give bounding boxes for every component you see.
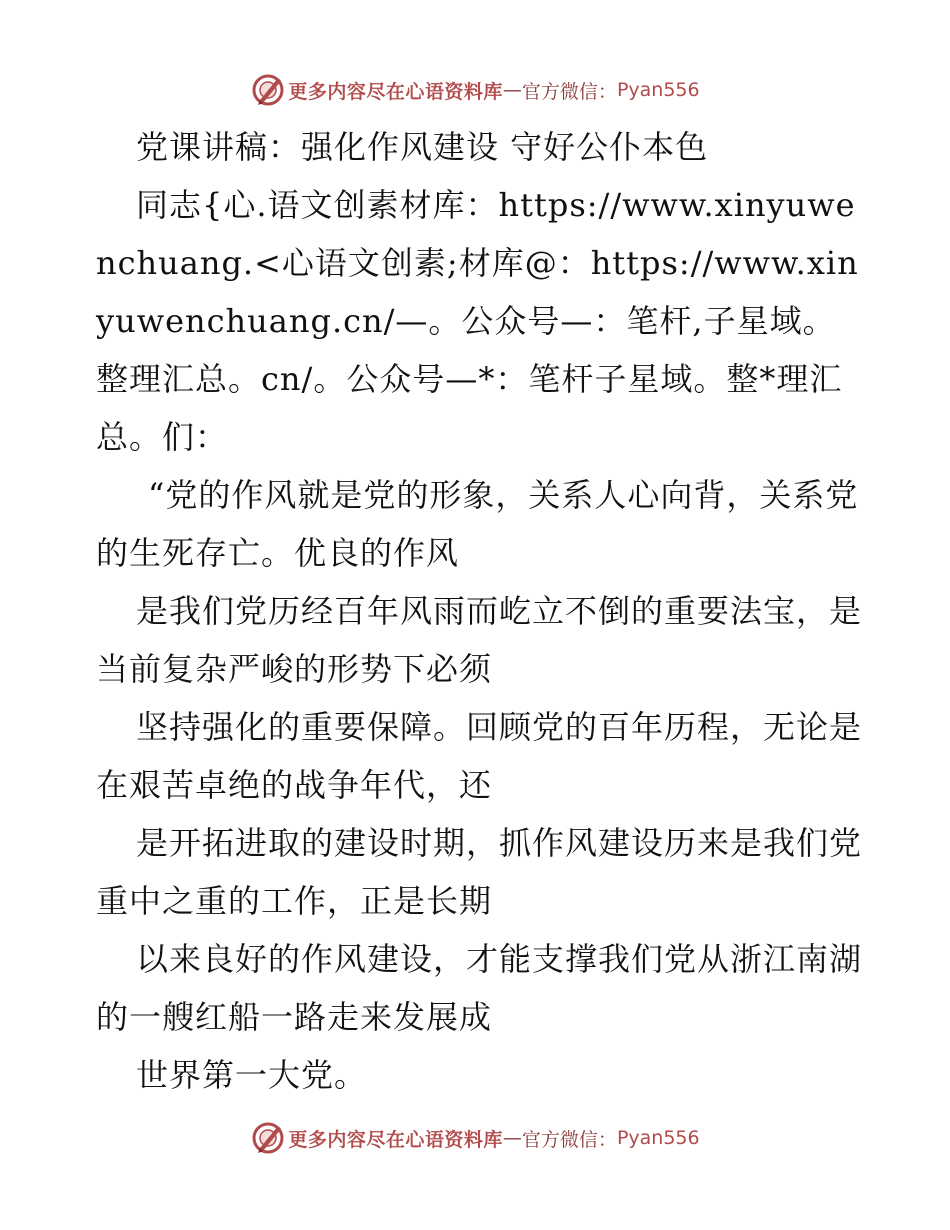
banner-main-text: 更多内容尽在心语资料库 bbox=[288, 80, 503, 103]
paragraph: 坚持强化的重要保障。回顾党的百年历程，无论是在艰苦卓绝的战争年代，还 bbox=[96, 708, 863, 804]
banner-dash: — bbox=[502, 79, 522, 101]
banner-wechat-id: Pyan556 bbox=[616, 1127, 700, 1149]
document-body bbox=[96, 118, 866, 1104]
paragraph: 以来良好的作风建设，才能支撑我们党从浙江南湖的一艘红船一路走来发展成 bbox=[96, 940, 863, 1036]
banner-main-text: 更多内容尽在心语资料库 bbox=[288, 1128, 503, 1151]
banner-wechat-label: 官方微信： bbox=[521, 80, 617, 103]
paragraph: “党的作风就是党的形象，关系人心向背，关系党的生死存亡。优良的作风 bbox=[96, 476, 859, 572]
paragraph: 是我们党历经百年风雨而屹立不倒的重要法宝，是当前复杂严峻的形势下必须 bbox=[96, 592, 863, 688]
header-banner bbox=[0, 70, 950, 110]
pen-logo-icon bbox=[250, 72, 286, 108]
paragraph: 是开拓进取的建设时期，抓作风建设历来是我们党重中之重的工作，正是长期 bbox=[96, 824, 863, 920]
pen-logo-icon bbox=[250, 1120, 286, 1156]
banner-wechat-id: Pyan556 bbox=[616, 79, 700, 101]
paragraph: 世界第一大党。 bbox=[136, 1056, 368, 1094]
document-title: 党课讲稿：强化作风建设 守好公仆本色 bbox=[136, 128, 709, 166]
banner-wechat-label: 官方微信： bbox=[521, 1128, 617, 1151]
footer-banner bbox=[0, 1118, 950, 1158]
banner-dash: — bbox=[502, 1127, 522, 1149]
paragraph-greeting: 同志{心.语文创素材库：https://www.xinyuwenchuang.<心语文创素;材库@：https://www.xinyuwenchuang.cn/—。公众号—：笔杆,子星域。整理汇总。cn/。公众号—*：笔杆子星域。整*理汇总。们： bbox=[96, 186, 859, 456]
